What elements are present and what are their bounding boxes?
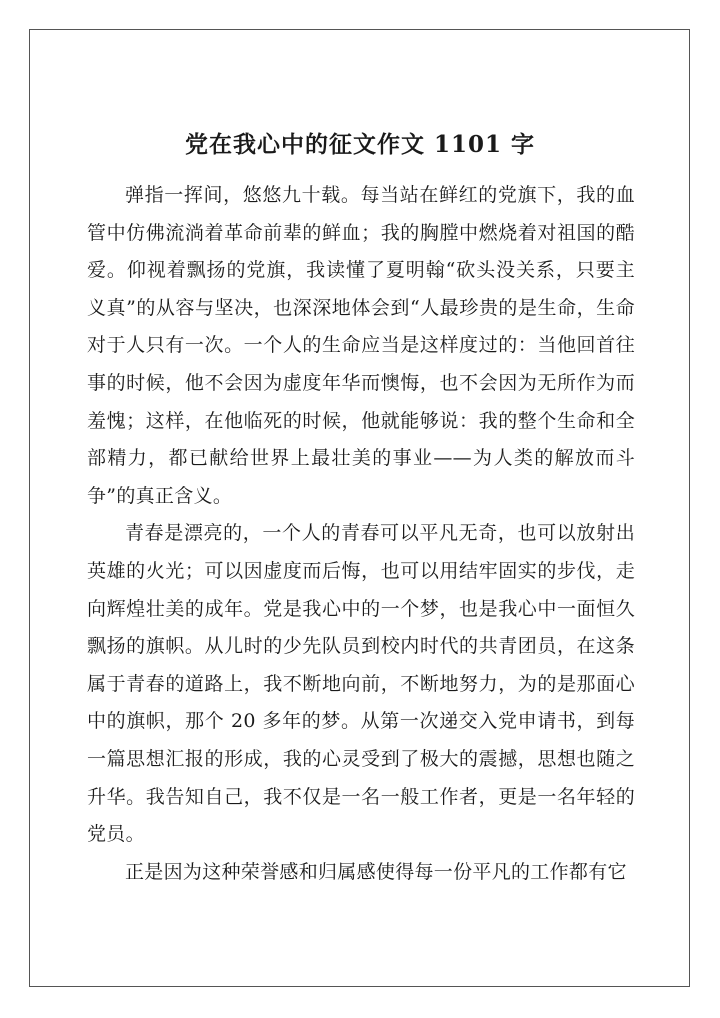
paragraph-3: 正是因为这种荣誉感和归属感使得每一份平凡的工作都有它	[125, 860, 627, 883]
paragraph-2: 青春是漂亮的，一个人的青春可以平凡无奇，也可以放射出英雄的火光；可以因虚度而后悔，也可以用结牢固实的步伐，走向辉煌壮美的成年。党是我心中的一个梦，也是我心中一面恒久飘扬的旗帜。从儿时的少先队员到校内时代的共青团员，在这条属于青春的道路上，我不断地向前，不断地努力，为的是那面心中的旗帜，那个 20 多年的梦。从第一次递交入党申请书，到每一篇思想汇报的形成，我的心灵受到了极大的震撼，思想也随之升华。我告知自己，我不仅是一名一般工作者，更是一名年轻的党员。	[87, 522, 635, 846]
document-body	[87, 177, 635, 891]
paragraph-1: 弹指一挥间，悠悠九十载。每当站在鲜红的党旗下，我的血管中仿佛流淌着革命前辈的鲜血；我的胸膛中燃烧着对祖国的酷爱。仰视着飘扬的党旗，我读懂了夏明翰“砍头没关系，只要主义真”的从容与坚决，也深深地体会到“人最珍贵的是生命，生命对于人只有一次。一个人的生命应当是这样度过的：当他回首往事的时候，他不会因为虚度年华而懊悔，也不会因为无所作为而羞愧；这样，在他临死的时候，他就能够说：我的整个生命和全部精力，都已献给世界上最壮美的事业——为人类的解放而斗争”的真正含义。	[87, 184, 635, 507]
document-title: 党在我心中的征文作文 1101 字	[184, 131, 536, 159]
